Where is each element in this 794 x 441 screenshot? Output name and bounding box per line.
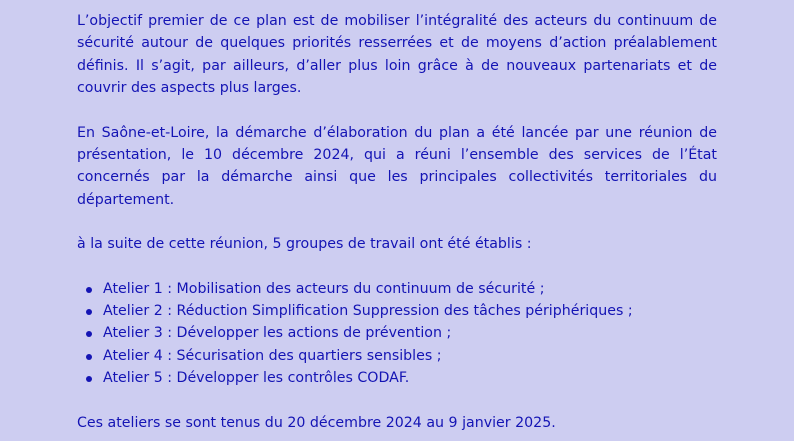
list-item bbox=[77, 322, 717, 344]
list-item bbox=[77, 345, 717, 367]
paragraph-groupes-intro: à la suite de cette réunion, 5 groupes de travail ont été établis : bbox=[77, 236, 532, 253]
paragraph-closing: Ces ateliers se sont tenus du 20 décembre 2024 au 9 janvier 2025. bbox=[77, 414, 556, 431]
bullet-icon bbox=[86, 309, 92, 315]
list-item bbox=[77, 278, 717, 300]
bullet-icon bbox=[86, 331, 92, 337]
atelier-5-label: Atelier 5 : Développer les contrôles CODAF. bbox=[103, 370, 410, 387]
bullet-icon bbox=[86, 376, 92, 382]
list-item bbox=[77, 300, 717, 322]
atelier-4-label: Atelier 4 : Sécurisation des quartiers sensibles ; bbox=[103, 347, 442, 364]
paragraph-objectif: L’objectif premier de ce plan est de mobiliser l’intégralité des acteurs du continuum de sécurité autour de quelques priorités resserrées et de moyens d’action préalablement définis. Il s’agit, par ailleurs, d’aller plus loin grâce à de nouveaux partenariats et de couvrir des aspects plus larges. bbox=[77, 13, 717, 97]
ateliers-list bbox=[77, 278, 717, 390]
atelier-1-label: Atelier 1 : Mobilisation des acteurs du continuum de sécurité ; bbox=[103, 280, 545, 297]
list-item bbox=[77, 367, 717, 389]
paragraph-saone-et-loire: En Saône-et-Loire, la démarche d’élaboration du plan a été lancée par une réunion de présentation, le 10 décembre 2024, qui a réuni l’ensemble des services de l’État concernés par la démarche ainsi que les principales collectivités territoriales du département. bbox=[77, 124, 717, 208]
document-body bbox=[77, 10, 717, 434]
atelier-3-label: Atelier 3 : Développer les actions de prévention ; bbox=[103, 325, 452, 342]
bullet-icon bbox=[86, 287, 92, 293]
bullet-icon bbox=[86, 354, 92, 360]
atelier-2-label: Atelier 2 : Réduction Simplification Suppression des tâches périphériques ; bbox=[103, 303, 633, 320]
